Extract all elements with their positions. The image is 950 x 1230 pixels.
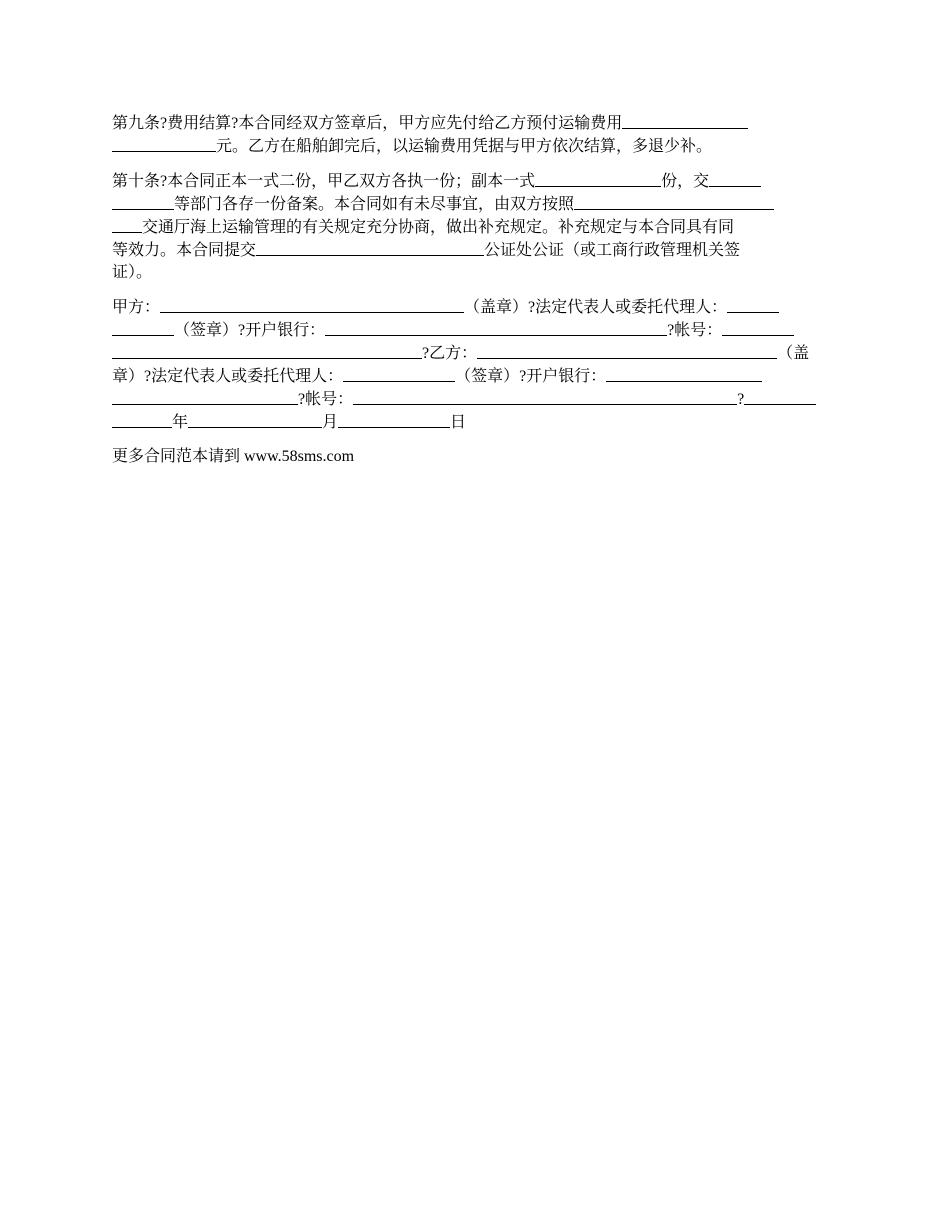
article-10-text-4: 交通厅海上运输管理的有关规定充分协商，做出补充规定。补充规定与本合同具有同 — [142, 219, 735, 236]
article-10-text-2: 份，交 — [661, 173, 710, 190]
party-a-seal-text: （盖章）?法定代表人或委托代理人： — [464, 299, 728, 316]
party-b-representative-text: 章）?法定代表人或委托代理人： — [112, 368, 344, 385]
signature-paragraph — [112, 296, 838, 434]
article-10-line-3 — [112, 216, 838, 239]
party-b-account-blank[interactable] — [353, 389, 737, 405]
department-blank[interactable] — [709, 171, 761, 187]
footer-note — [112, 446, 838, 468]
article-10-line-4 — [112, 239, 838, 262]
signature-line-4 — [112, 365, 838, 388]
party-a-bank-text: （签章）?开户银行： — [174, 322, 326, 339]
article-10-line-2 — [112, 193, 838, 216]
prepaid-fee-blank-cont[interactable] — [112, 136, 216, 152]
party-a-name-blank[interactable] — [160, 297, 464, 313]
article-9-line-2 — [112, 135, 838, 158]
article-10-line-1 — [112, 170, 838, 193]
party-a-label: 甲方： — [112, 299, 161, 316]
party-b-representative-blank[interactable] — [343, 366, 455, 382]
party-b-account-label: ?帐号： — [298, 391, 354, 408]
month-blank[interactable] — [188, 412, 322, 428]
party-a-representative-blank-cont[interactable] — [112, 320, 174, 336]
day-blank[interactable] — [338, 412, 450, 428]
article-10-text-3: 等部门各存一份备案。本合同如有未尽事宜，由双方按照 — [174, 196, 575, 213]
document-page — [112, 112, 838, 480]
party-a-account-blank-cont[interactable] — [112, 343, 422, 359]
party-b-name-blank[interactable] — [477, 343, 777, 359]
regulation-province-blank[interactable] — [574, 194, 774, 210]
notary-office-blank[interactable] — [256, 240, 484, 256]
article-9-text-1: 第九条?费用结算?本合同经双方签章后，甲方应先付给乙方预付运输费用 — [112, 115, 623, 132]
signature-line-6 — [112, 411, 838, 434]
article-10-text-1: 第十条?本合同正本一式二份，甲乙双方各执一份；副本一式 — [112, 173, 536, 190]
year-label: 年 — [172, 414, 189, 431]
regulation-province-blank-cont[interactable] — [112, 217, 142, 233]
article-10-text-7: 证）。 — [112, 264, 153, 281]
party-b-bank-blank[interactable] — [606, 366, 762, 382]
department-blank-cont[interactable] — [112, 194, 174, 210]
year-blank-cont[interactable] — [112, 412, 172, 428]
party-b-bank-text: （签章）?开户银行： — [455, 368, 607, 385]
signature-line-5 — [112, 388, 838, 411]
party-a-account-label: ?帐号： — [667, 322, 723, 339]
article-10-line-5 — [112, 262, 838, 284]
day-label: 日 — [450, 414, 467, 431]
article-9-text-2: 元。乙方在船舶卸完后，以运输费用凭据与甲方依次结算，多退少补。 — [216, 138, 713, 155]
party-a-representative-blank[interactable] — [727, 297, 779, 313]
party-a-account-blank[interactable] — [722, 320, 794, 336]
prepaid-fee-blank[interactable] — [622, 113, 748, 129]
party-b-label: ?乙方： — [422, 345, 478, 362]
article-9-paragraph — [112, 112, 838, 158]
article-10-text-6: 公证处公证（或工商行政管理机关签 — [484, 242, 741, 259]
year-blank[interactable] — [744, 389, 816, 405]
month-label: 月 — [322, 414, 339, 431]
article-10-paragraph — [112, 170, 838, 284]
party-b-bank-blank-cont[interactable] — [112, 389, 298, 405]
party-a-bank-blank[interactable] — [325, 320, 667, 336]
account-separator: ? — [737, 391, 745, 408]
article-9-line-1 — [112, 112, 838, 135]
article-10-text-5: 等效力。本合同提交 — [112, 242, 257, 259]
footer-text: 更多合同范本请到 www.58sms.com — [112, 448, 355, 465]
copies-count-blank[interactable] — [535, 171, 661, 187]
party-b-seal-text: （盖 — [777, 345, 810, 362]
signature-line-2 — [112, 319, 838, 342]
signature-line-3 — [112, 342, 838, 365]
signature-line-1 — [112, 296, 838, 319]
